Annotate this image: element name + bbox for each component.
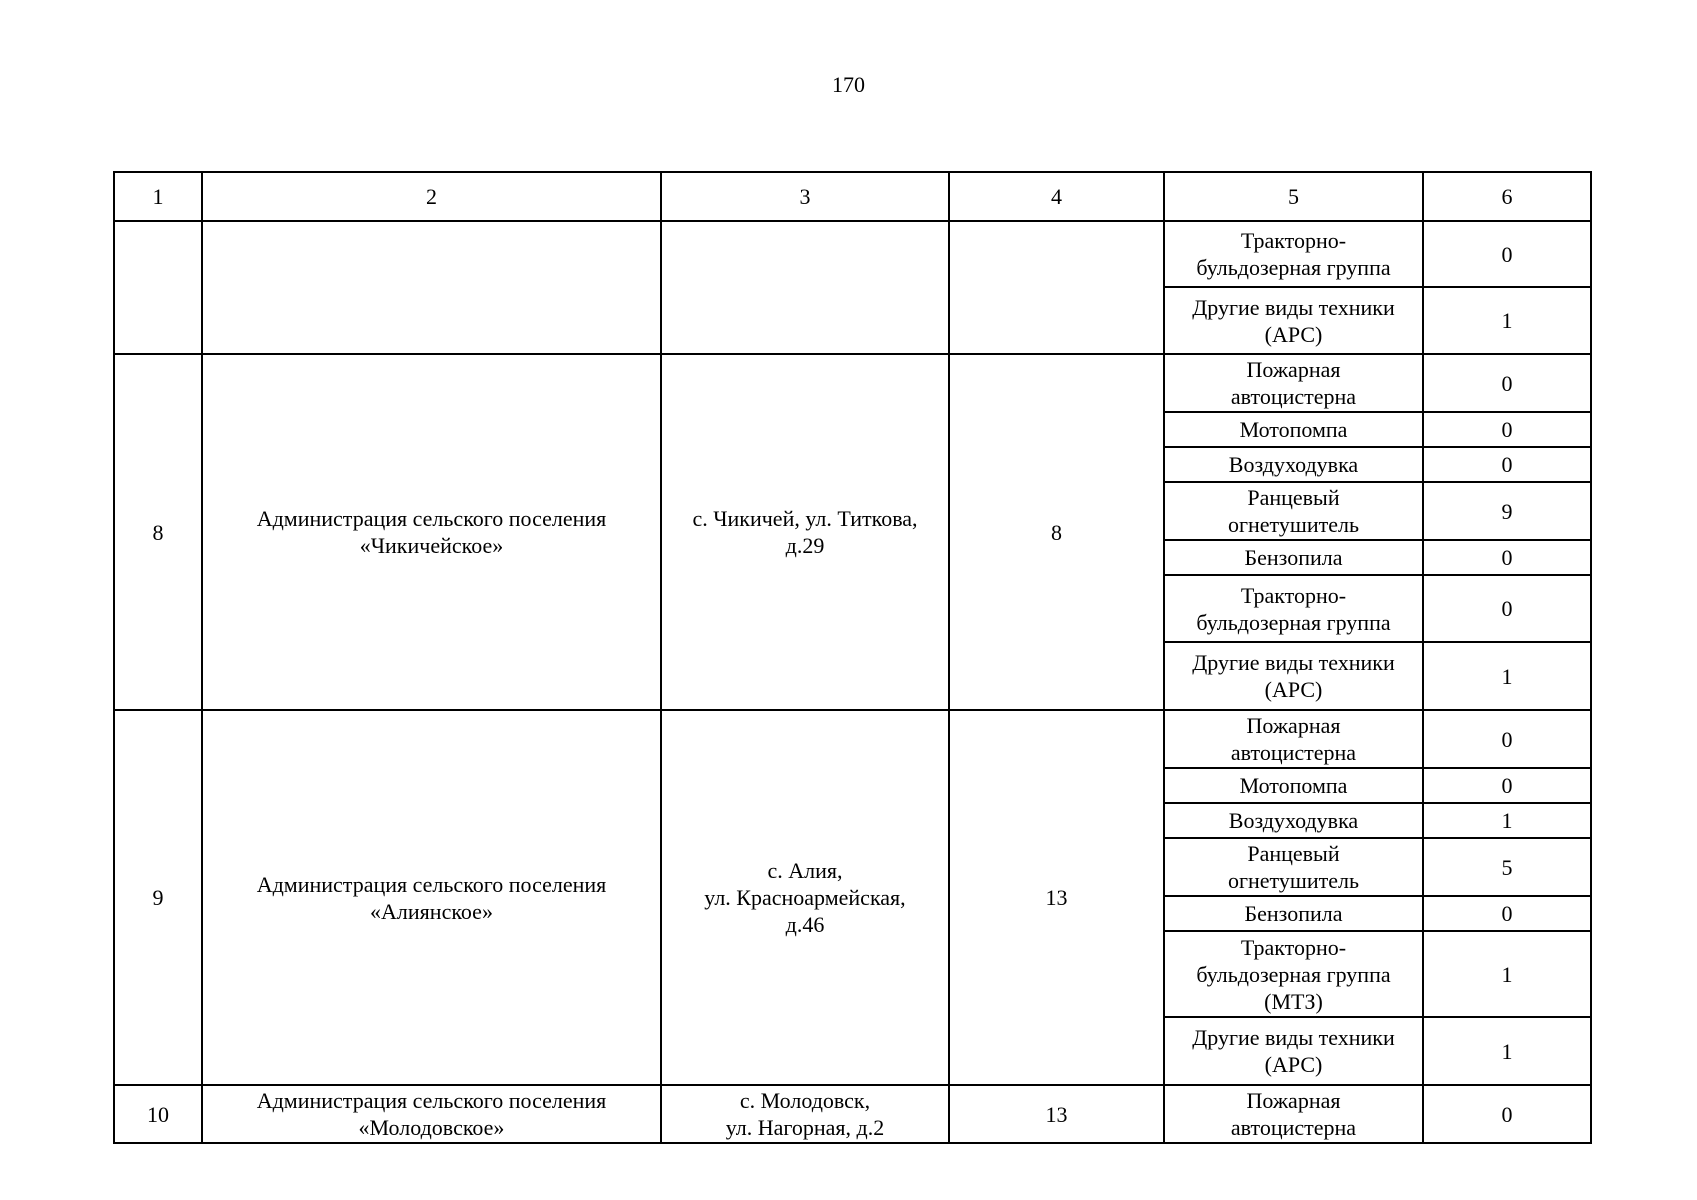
table-row bbox=[114, 710, 1591, 768]
quantity: 13 bbox=[949, 710, 1164, 1085]
equipment-name: Ранцевый огнетушитель bbox=[1164, 482, 1423, 540]
equipment-count: 5 bbox=[1423, 838, 1591, 896]
equipment-name: Пожарная автоцистерна bbox=[1164, 710, 1423, 768]
equipment-count: 1 bbox=[1423, 931, 1591, 1017]
quantity: 13 bbox=[949, 1085, 1164, 1143]
organization-name: Администрация сельского поселения «Чикичейское» bbox=[202, 354, 661, 710]
equipment-count: 0 bbox=[1423, 1085, 1591, 1143]
header-cell: 4 bbox=[949, 172, 1164, 221]
equipment-name: Мотопомпа bbox=[1164, 412, 1423, 447]
page-number: 170 bbox=[832, 72, 865, 97]
equipment-name: Бензопила bbox=[1164, 540, 1423, 575]
equipment-count: 0 bbox=[1423, 221, 1591, 287]
equipment-name: Ранцевый огнетушитель bbox=[1164, 838, 1423, 896]
equipment-name: Тракторно- бульдозерная группа bbox=[1164, 221, 1423, 287]
address: с. Чикичей, ул. Титкова, д.29 bbox=[661, 354, 949, 710]
equipment-count: 9 bbox=[1423, 482, 1591, 540]
equipment-count: 0 bbox=[1423, 896, 1591, 931]
address-cell-empty bbox=[661, 221, 949, 354]
equipment-name: Воздуходувка bbox=[1164, 803, 1423, 838]
row-number: 9 bbox=[114, 710, 202, 1085]
number-cell-empty bbox=[114, 221, 202, 354]
header-cell: 6 bbox=[1423, 172, 1591, 221]
header-cell: 2 bbox=[202, 172, 661, 221]
equipment-name: Пожарная автоцистерна bbox=[1164, 1085, 1423, 1143]
organization-name: Администрация сельского поселения «Молодовское» bbox=[202, 1085, 661, 1143]
header-row bbox=[114, 172, 1591, 221]
equipment-name: Мотопомпа bbox=[1164, 768, 1423, 803]
equipment-name: Пожарная автоцистерна bbox=[1164, 354, 1423, 412]
header-cell: 5 bbox=[1164, 172, 1423, 221]
equipment-name: Другие виды техники (АРС) bbox=[1164, 1017, 1423, 1085]
equipment-count: 0 bbox=[1423, 447, 1591, 482]
quantity: 8 bbox=[949, 354, 1164, 710]
address: с. Алия, ул. Красноармейская, д.46 bbox=[661, 710, 949, 1085]
row-number: 10 bbox=[114, 1085, 202, 1143]
organization-cell-empty bbox=[202, 221, 661, 354]
equipment-name: Тракторно- бульдозерная группа (МТЗ) bbox=[1164, 931, 1423, 1017]
equipment-count: 1 bbox=[1423, 642, 1591, 710]
equipment-count: 0 bbox=[1423, 412, 1591, 447]
header-cell: 3 bbox=[661, 172, 949, 221]
equipment-name: Тракторно- бульдозерная группа bbox=[1164, 575, 1423, 642]
equipment-count: 0 bbox=[1423, 710, 1591, 768]
equipment-count: 1 bbox=[1423, 287, 1591, 354]
quantity-cell-empty bbox=[949, 221, 1164, 354]
equipment-count: 1 bbox=[1423, 1017, 1591, 1085]
table-row bbox=[114, 1085, 1591, 1143]
equipment-name: Воздуходувка bbox=[1164, 447, 1423, 482]
equipment-name: Другие виды техники (АРС) bbox=[1164, 287, 1423, 354]
equipment-table bbox=[113, 171, 1592, 1144]
row-number: 8 bbox=[114, 354, 202, 710]
organization-name: Администрация сельского поселения «Алиянское» bbox=[202, 710, 661, 1085]
equipment-count: 0 bbox=[1423, 354, 1591, 412]
equipment-count: 0 bbox=[1423, 768, 1591, 803]
equipment-count: 0 bbox=[1423, 540, 1591, 575]
equipment-name: Другие виды техники (АРС) bbox=[1164, 642, 1423, 710]
table-row bbox=[114, 354, 1591, 412]
address: с. Молодовск, ул. Нагорная, д.2 bbox=[661, 1085, 949, 1143]
table-row bbox=[114, 221, 1591, 287]
equipment-name: Бензопила bbox=[1164, 896, 1423, 931]
header-cell: 1 bbox=[114, 172, 202, 221]
equipment-count: 0 bbox=[1423, 575, 1591, 642]
equipment-count: 1 bbox=[1423, 803, 1591, 838]
